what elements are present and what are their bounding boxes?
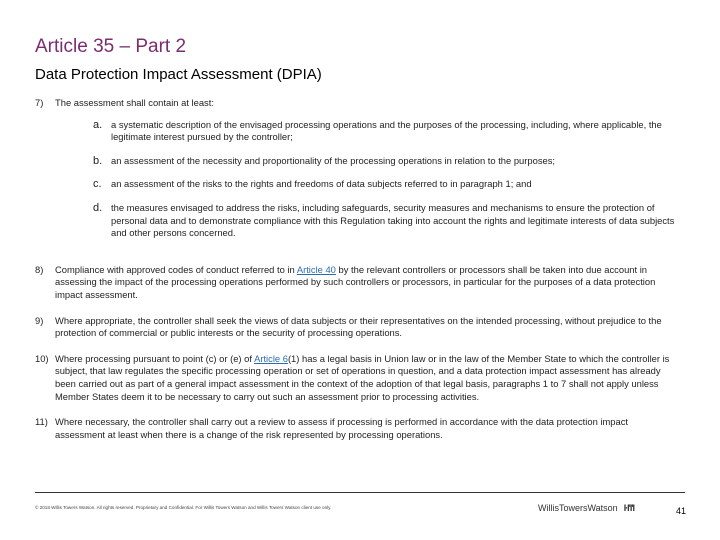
footer-copyright: © 2018 Willis Towers Watson. All rights reserved. Proprietary and Confidential. For Willis Towers Watson and Willis Towers Watson client use only. xyxy=(35,505,332,510)
item-body xyxy=(55,416,675,441)
item-number: 10) xyxy=(35,352,49,364)
article-6-link[interactable]: Article 6 xyxy=(254,352,288,364)
sub-item-text: the measures envisaged to address the risks, including safeguards, security measures and mechanisms to ensure the protection of personal data and to demonstrate compliance with this Regulation taking into account the rights and legitimate interests of data subjects and other persons concerned. xyxy=(111,201,675,239)
item-text-before: Compliance with approved codes of conduct referred to in xyxy=(55,263,297,275)
logo-mark-icon: I·I'I'I xyxy=(623,503,634,513)
sub-item-text: a systematic description of the envisaged processing operations and the purposes of the processing, including, where applicable, the legitimate interest pursued by the controller; xyxy=(111,118,662,143)
article-40-link[interactable]: Article 40 xyxy=(296,263,336,275)
page-subtitle: Data Protection Impact Assessment (DPIA) xyxy=(35,66,322,83)
item-text-before: Where processing pursuant to point (c) or (e) of xyxy=(55,352,255,364)
sub-item-letter: c. xyxy=(93,178,102,191)
list-item xyxy=(35,416,675,441)
list-item xyxy=(35,353,675,403)
sub-item xyxy=(93,202,675,240)
item-number: 11) xyxy=(35,416,48,428)
item-text-after: by the relevant controllers or processors shall be taken into due account in assessing the impact of the processing operations performed by such controllers or processors, in particular for the purposes of a data protection impact assessment. xyxy=(55,263,656,300)
item-text: The assessment shall contain at least: xyxy=(55,97,214,108)
item-body xyxy=(55,97,675,251)
sub-item xyxy=(93,119,675,144)
sub-item-letter: b. xyxy=(93,154,103,167)
item-body xyxy=(55,315,675,340)
item-body xyxy=(55,353,675,403)
sub-item-letter: d. xyxy=(93,201,103,214)
sub-list xyxy=(93,119,675,240)
item-text: Where appropriate, the controller shall seek the views of data subjects or their representatives on the intended processing, without prejudice to the protection of commercial or public interests or the security of processing operations. xyxy=(55,314,662,339)
list-item xyxy=(35,315,675,340)
page-title: Article 35 – Part 2 xyxy=(35,36,187,57)
sub-item xyxy=(93,178,675,191)
item-text-after: (1) has a legal basis in Union law or in the law of the Member State to which the controller is subject, that law regulates the specific processing operation or set of operations in question, and a data protection impact assessment has already been carried out as part of a general impact assessment in the context of the adoption of that legal basis, paragraphs 1 to 7 shall not apply unless Member States deem it to be necessary to carry out such an assessment prior to processing activities. xyxy=(55,352,670,402)
item-text: Where necessary, the controller shall carry out a review to assess if processing is performed in accordance with the data protection impact assessment at least when there is a change of the risk represented by processing operations. xyxy=(55,416,629,440)
sub-item-text: an assessment of the risks to the rights and freedoms of data subjects referred to in paragraph 1; and xyxy=(111,178,532,190)
item-number: 9) xyxy=(35,314,44,326)
sub-item-text: an assessment of the necessity and proportionality of the processing operations in relation to the purposes; xyxy=(111,154,556,166)
company-logo xyxy=(538,503,634,513)
sub-item-letter: a. xyxy=(93,118,103,131)
sub-item xyxy=(93,155,675,168)
article-content xyxy=(35,97,675,454)
item-number: 8) xyxy=(35,263,44,275)
logo-text: WillisTowersWatson xyxy=(538,503,618,513)
item-body xyxy=(55,264,675,302)
list-item xyxy=(35,97,675,251)
item-number: 7) xyxy=(35,97,44,108)
footer-divider xyxy=(35,492,685,493)
page-number: 41 xyxy=(676,506,687,516)
list-item xyxy=(35,264,675,302)
